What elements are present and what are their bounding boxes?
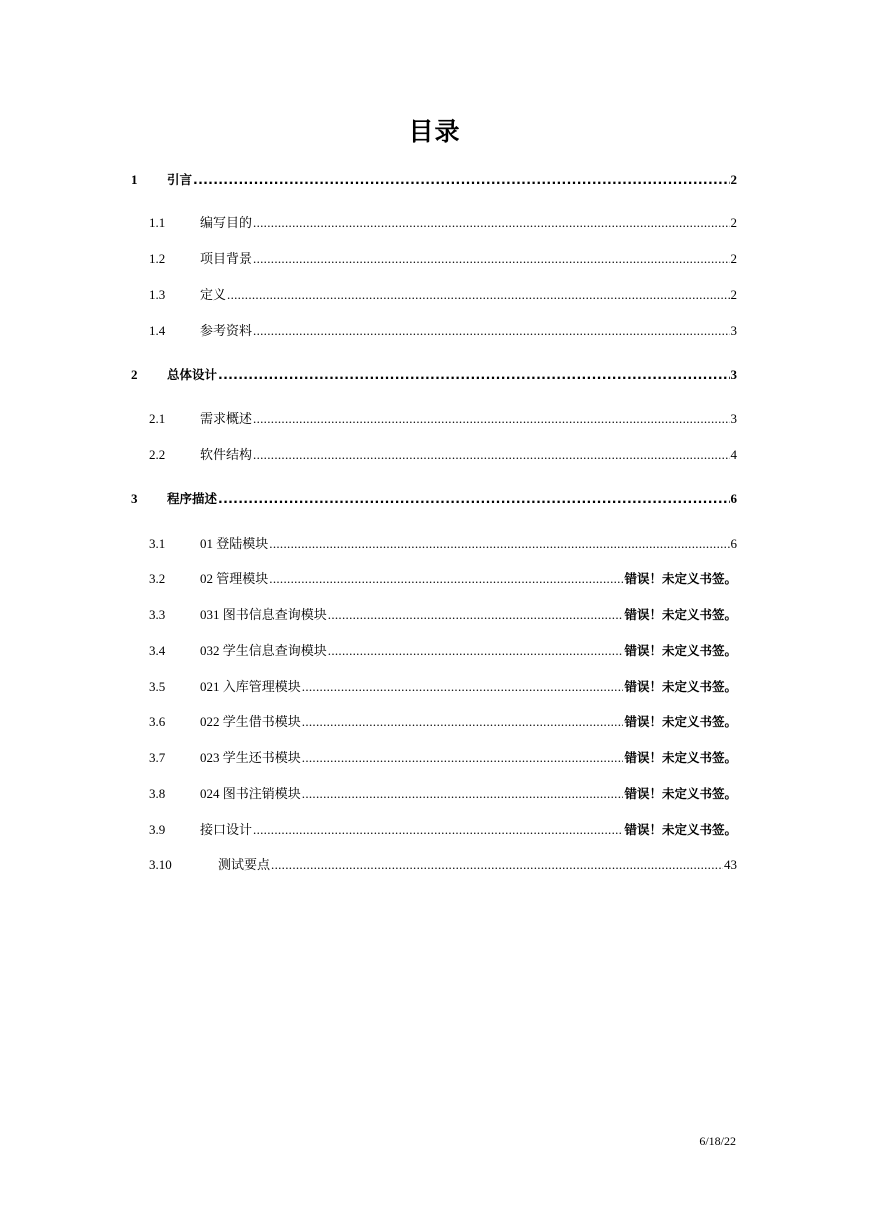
toc-entry-label: 接口设计 xyxy=(200,822,253,837)
toc-entry-label: 引言 xyxy=(167,172,193,187)
toc-entry-3-10[interactable] xyxy=(149,856,737,874)
toc-entry-label: 总体设计 xyxy=(167,367,218,382)
toc-entry-label: 项目背景 xyxy=(200,251,253,266)
toc-entry-number: 2.2 xyxy=(149,447,166,462)
toc-entry-error: 错误！未定义书签。 xyxy=(624,714,737,729)
toc-entry-number: 3.1 xyxy=(149,536,166,551)
toc-entry-number: 1 xyxy=(131,172,138,187)
toc-entry-number: 3.6 xyxy=(149,714,166,729)
toc-entry-3-6[interactable] xyxy=(149,713,737,731)
toc-leader-dots xyxy=(253,214,729,232)
toc-entry-error: 错误！未定义书签。 xyxy=(624,607,737,622)
toc-leader-dots xyxy=(302,713,624,731)
toc-entry-label: 023 学生还书模块 xyxy=(200,750,301,765)
toc-entry-number: 3.4 xyxy=(149,643,166,658)
toc-leader-dots xyxy=(302,785,624,803)
toc-entry-2[interactable] xyxy=(131,366,737,384)
toc-entry-1-4[interactable] xyxy=(149,322,737,340)
toc-entry-1-3[interactable] xyxy=(149,286,737,304)
toc-entry-number: 1.4 xyxy=(149,323,166,338)
toc-entry-label: 02 管理模块 xyxy=(200,571,269,586)
toc-entry-error: 错误！未定义书签。 xyxy=(624,786,737,801)
toc-entry-label: 定义 xyxy=(200,287,227,302)
toc-entry-page: 43 xyxy=(724,857,737,872)
toc-entry-label: 需求概述 xyxy=(200,411,253,426)
toc-entry-page: 3 xyxy=(730,411,737,426)
toc-leader-dots xyxy=(328,606,624,624)
footer-date: 6/18/22 xyxy=(699,1134,736,1148)
toc-leader-dots xyxy=(227,286,729,304)
toc-entry-label: 测试要点 xyxy=(218,857,271,872)
toc-entry-label: 程序描述 xyxy=(167,491,218,506)
toc-entry-3-3[interactable] xyxy=(149,606,737,624)
toc-title: 目录 xyxy=(408,117,461,146)
toc-leader-dots xyxy=(253,410,729,428)
toc-entry-page: 6 xyxy=(730,491,737,506)
toc-entry-error: 错误！未定义书签。 xyxy=(624,643,737,658)
toc-entry-3-2[interactable] xyxy=(149,570,737,588)
toc-entry-1[interactable] xyxy=(131,171,737,189)
toc-entry-label: 031 图书信息查询模块 xyxy=(200,607,327,622)
toc-entry-3-5[interactable] xyxy=(149,678,737,696)
toc-leader-dots xyxy=(253,250,729,268)
toc-entry-page: 3 xyxy=(730,323,737,338)
toc-entry-number: 3.7 xyxy=(149,750,166,765)
toc-leader-dots xyxy=(218,366,729,384)
toc-entry-number: 2 xyxy=(131,367,138,382)
toc-entry-page: 6 xyxy=(730,536,737,551)
toc-entry-page: 2 xyxy=(730,287,737,302)
toc-entry-page: 2 xyxy=(730,215,737,230)
toc-entry-number: 3.3 xyxy=(149,607,166,622)
toc-entry-2-2[interactable] xyxy=(149,446,737,464)
toc-entry-page: 4 xyxy=(730,447,737,462)
toc-entry-label: 软件结构 xyxy=(200,447,253,462)
toc-entry-1-1[interactable] xyxy=(149,214,737,232)
toc-leader-dots xyxy=(253,322,729,340)
toc-entry-3-9[interactable] xyxy=(149,821,737,839)
toc-entry-error: 错误！未定义书签。 xyxy=(624,571,737,586)
toc-leader-dots xyxy=(193,171,729,189)
toc-entry-label: 021 入库管理模块 xyxy=(200,679,301,694)
toc-leader-dots xyxy=(271,856,723,874)
toc-entry-label: 032 学生信息查询模块 xyxy=(200,643,327,658)
toc-entry-number: 3.2 xyxy=(149,571,166,586)
toc-entry-label: 01 登陆模块 xyxy=(200,536,269,551)
toc-entry-page: 2 xyxy=(730,172,737,187)
toc-entry-number: 1.3 xyxy=(149,287,166,302)
toc-entry-label: 参考资料 xyxy=(200,323,253,338)
toc-leader-dots xyxy=(218,490,729,508)
toc-entry-number: 1.1 xyxy=(149,215,166,230)
toc-leader-dots xyxy=(269,535,729,553)
toc-entry-label: 024 图书注销模块 xyxy=(200,786,301,801)
toc-entry-number: 3.8 xyxy=(149,786,166,801)
toc-entry-error: 错误！未定义书签。 xyxy=(624,679,737,694)
toc-entry-3[interactable] xyxy=(131,490,737,508)
toc-entry-3-8[interactable] xyxy=(149,785,737,803)
toc-leader-dots xyxy=(269,570,623,588)
toc-entry-3-4[interactable] xyxy=(149,642,737,660)
toc-entry-page: 3 xyxy=(730,367,737,382)
toc-leader-dots xyxy=(302,678,624,696)
toc-entry-error: 错误！未定义书签。 xyxy=(624,822,737,837)
toc-leader-dots xyxy=(302,749,624,767)
toc-entry-number: 3.9 xyxy=(149,822,166,837)
toc-entry-number: 3 xyxy=(131,491,138,506)
toc-entry-1-2[interactable] xyxy=(149,250,737,268)
toc-leader-dots xyxy=(253,821,623,839)
toc-entry-3-7[interactable] xyxy=(149,749,737,767)
toc-entry-number: 3.5 xyxy=(149,679,166,694)
toc-entry-error: 错误！未定义书签。 xyxy=(624,750,737,765)
toc-entry-label: 编写目的 xyxy=(200,215,253,230)
toc-entry-number: 1.2 xyxy=(149,251,166,266)
toc-entry-page: 2 xyxy=(730,251,737,266)
toc-entry-label: 022 学生借书模块 xyxy=(200,714,301,729)
toc-entry-2-1[interactable] xyxy=(149,410,737,428)
toc-entry-3-1[interactable] xyxy=(149,535,737,553)
toc-leader-dots xyxy=(253,446,729,464)
toc-entry-number: 2.1 xyxy=(149,411,166,426)
toc-leader-dots xyxy=(328,642,624,660)
toc-entry-number: 3.10 xyxy=(149,857,172,872)
